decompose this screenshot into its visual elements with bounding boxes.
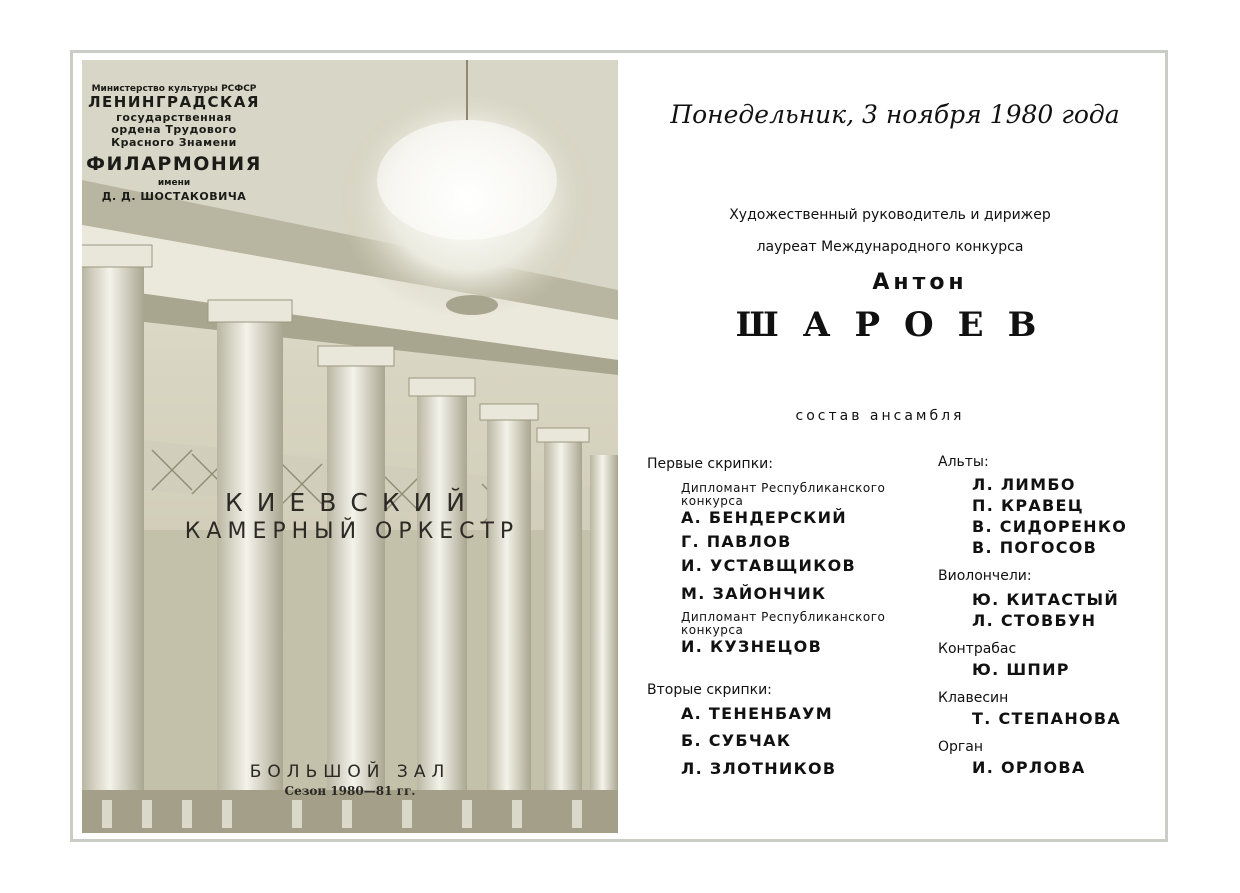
ministry-text: Министерство культуры РСФСР [91,84,257,94]
player-name: Ю. ШПИР [972,660,1070,679]
player-name: Л. ЛИМБО [972,475,1076,494]
hall-block [220,762,480,798]
diploma-note [681,611,885,636]
player-name: В. СИДОРЕНКО [972,517,1128,536]
conductor-first-name: Антон [872,270,968,295]
player-name: Л. СТОВБУН [972,611,1097,630]
section-first-violins: Первые скрипки: [647,456,773,472]
publisher-block [86,84,262,203]
player-name: Г. ПАВЛОВ [681,532,792,551]
section-harpsichord: Клавесин [938,690,1009,706]
org-line: Красного Знамени [111,135,237,149]
section-organ: Орган [938,739,983,755]
diploma-note-line: конкурса [681,493,744,508]
player-name: Т. СТЕПАНОВА [972,709,1122,728]
player-name: И. УСТАВЩИКОВ [681,556,856,575]
org-line: государственная [116,110,232,124]
orchestra-line-1: КИЕВСКИЙ [224,488,479,517]
diploma-note [681,482,885,507]
hall-name: БОЛЬШОЙ ЗАЛ [249,762,451,782]
conductor-laureate: лауреат Международного конкурса [756,239,1024,255]
player-name: Л. ЗЛОТНИКОВ [681,759,837,778]
section-cellos: Виолончели: [938,568,1032,584]
conductor-last-name: ШАРОЕВ [735,305,1061,345]
section-violas: Альты: [938,454,989,470]
player-name: В. ПОГОСОВ [972,538,1098,557]
orchestra-line-2: КАМЕРНЫЙ ОРКЕСТР [184,519,520,544]
orchestra-title [122,488,582,544]
player-name: Ю. КИТАСТЫЙ [972,590,1120,609]
player-name: А. ТЕНЕНБАУМ [681,704,834,723]
player-name: И. ОРЛОВА [972,758,1086,777]
ensemble-heading: состав ансамбля [795,408,965,424]
player-name: Б. СУБЧАК [681,731,792,750]
section-second-violins: Вторые скрипки: [647,682,772,698]
conductor-role: Художественный руководитель и дирижер [729,207,1051,223]
org-line: ордена Трудового [111,123,237,137]
player-name: П. КРАВЕЦ [972,496,1084,515]
diploma-note-line: конкурса [681,622,744,637]
org-line: имени [157,178,191,189]
org-dedication: Д. Д. ШОСТАКОВИЧА [101,189,247,203]
concert-date: Понедельник, 3 ноября 1980 года [670,100,1120,129]
diploma-note-line: Дипломант Республиканского [681,481,886,495]
cover-photo-panel [82,60,618,833]
diploma-note-line: Дипломант Республиканского [681,610,886,624]
player-name: М. ЗАЙОНЧИК [681,584,827,603]
player-name: А. БЕНДЕРСКИЙ [681,508,847,527]
section-contrabass: Контрабас [938,641,1017,657]
org-name: ЛЕНИНГРАДСКАЯ [88,93,260,112]
player-name: И. КУЗНЕЦОВ [681,637,823,656]
philharmonia-title: ФИЛАРМОНИЯ [86,152,262,175]
season-text: Сезон 1980—81 гг. [284,784,416,798]
